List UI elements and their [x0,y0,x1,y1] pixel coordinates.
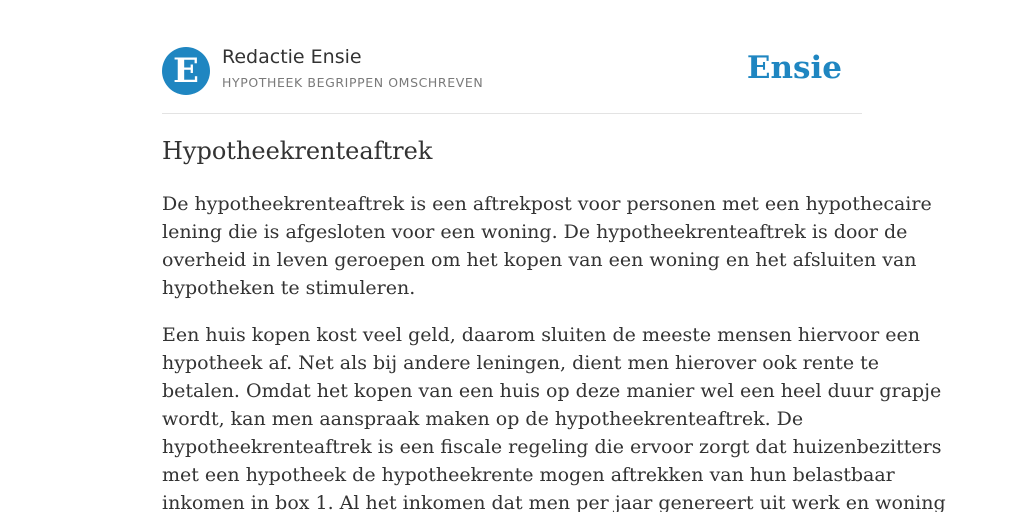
text-line: Een huis kopen kost veel geld, daarom sluiten de meeste mensen hiervoor een [162,324,920,346]
article-header [162,46,862,96]
page-title: Hypotheekrenteaftrek [162,137,433,165]
text-line: hypotheek af. Net als bij andere leningen, dient men hierover ook rente te [162,352,879,374]
text-line: hypotheken te stimuleren. [162,277,416,299]
text-line: met een hypotheek de hypotheekrente mogen aftrekken van hun belastbaar [162,464,895,486]
brand-logo[interactable]: Ensie [746,50,842,86]
text-line: betalen. Omdat het kopen van een huis op deze manier wel een heel duur grapje [162,380,942,402]
header-divider [162,113,862,114]
paragraph [162,190,932,302]
article-tags[interactable]: HYPOTHEEK BEGRIPPEN OMSCHREVEN [222,75,484,90]
text-line: lening die is afgesloten voor een woning. De hypotheekrenteaftrek is door de [162,221,908,243]
text-line: hypotheekrenteaftrek is een fiscale regeling die ervoor zorgt dat huizenbezitters [162,436,942,458]
text-line: inkomen in box 1. Al het inkomen dat men per jaar genereert uit werk en woning [162,492,946,512]
author-avatar[interactable]: E [162,47,210,95]
article-body [162,190,946,512]
text-line: wordt, kan men aanspraak maken op de hypotheekrenteaftrek. De [162,408,804,430]
author-name[interactable]: Redactie Ensie [222,46,362,68]
text-line: De hypotheekrenteaftrek is een aftrekpost voor personen met een hypothecaire [162,193,932,215]
paragraph [162,321,946,512]
text-line: overheid in leven geroepen om het kopen van een woning en het afsluiten van [162,249,917,271]
